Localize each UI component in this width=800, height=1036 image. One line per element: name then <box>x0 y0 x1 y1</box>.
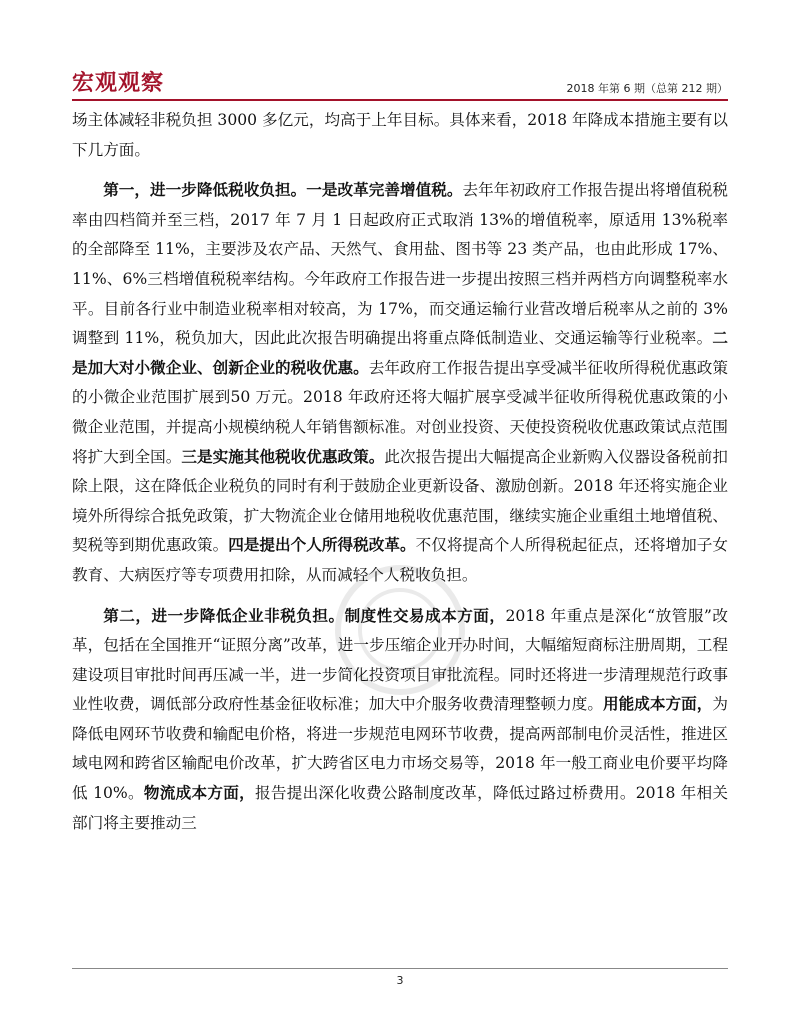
body-text: 去年政府工作报告提出享受减半征收所得税优惠政策的小微企业范围扩展到50 万元。2018 年政府还将大幅扩展享受减半征收所得税优惠政策的小微企业范围，并提高小规模纳税人年销售额标准。对创业投资、天使投资税收优惠政策试点范围将扩大到全国。 <box>72 358 728 466</box>
footer-divider <box>72 968 728 969</box>
publication-title: 宏观观察 <box>72 71 165 96</box>
subheading-small-enterprise: 二是加大对小微企业、创新企业的税收优惠。 <box>72 329 728 377</box>
body-text: 不仅将提高个人所得税起征点，还将增加子女教育、大病医疗等专项费用扣除，从而减轻个人税收负担。 <box>72 536 728 584</box>
section-heading: 第一，进一步降低税收负担。 <box>103 181 307 200</box>
page-number: 3 <box>396 974 404 987</box>
body-text: 去年年初政府工作报告提出将增值税税率由四档简并至三档，2017 年 7 月 1 日起政府正式取消 13%的增值税率，原适用 13%税率的全部降至 11%，主要涉及农产品、天然气、食用盐、图书等 23 类产品，也由此形成 17%、11%、6%三档增值税税率结构。今年政府工作报告进一步提出按照三档并两档方向调整税率水平。目前各行业中制造业税率相对较高，为 17%，而交通运输行业营改增后税率从之前的 3%调整到 11%，税负加大，因此此次报告明确提出将重点降低制造业、交通运输等行业税率。 <box>72 181 728 348</box>
body-text: 场主体减轻非税负担 3000 多亿元，均高于上年目标。具体来看，2018 年降成本措施主要有以下几方面。 <box>72 111 728 159</box>
subheading-other-tax: 三是实施其他税收优惠政策。 <box>181 447 385 466</box>
paragraph-non-tax-burden <box>72 602 728 839</box>
subheading-energy-cost: 用能成本方面， <box>603 695 713 714</box>
issue-number: 2018 年第 6 期（总第 212 期） <box>566 82 728 95</box>
article-body <box>72 106 728 838</box>
body-text: 此次报告提出大幅提高企业新购入仪器设备税前扣除上限，这在降低企业税负的同时有利于鼓励企业更新设备、激励创新。2018 年还将实施企业境外所得综合抵免政策，扩大物流企业仓储用地税收优惠范围，继续实施企业重组土地增值税、契税等到期优惠政策。 <box>72 447 728 555</box>
page-header <box>72 66 728 96</box>
subheading-income-tax: 四是提出个人所得税改革。 <box>228 536 416 555</box>
subheading-vat: 一是改革完善增值税。 <box>306 181 463 200</box>
subheading-logistics-cost: 物流成本方面， <box>143 784 255 803</box>
section-heading: 第二，进一步降低企业非税负担。 <box>103 606 345 625</box>
paragraph-intro-continuation <box>72 106 728 165</box>
paragraph-tax-burden <box>72 176 728 590</box>
body-text: 为降低电网环节收费和输配电价格，将进一步规范电网环节收费，提高两部制电价灵活性，推进区域电网和跨省区输配电价改革，扩大跨省区电力市场交易等，2018 年一般工商业电价要平均降低 10%。 <box>72 695 728 803</box>
body-text: 2018 年重点是深化“放管服”改革，包括在全国推开“证照分离”改革，进一步压缩企业开办时间，大幅缩短商标注册周期，工程建设项目审批时间再压减一半，进一步简化投资项目审批流程。同时还将进一步清理规范行政事业性收费，调低部分政府性基金征收标准；加大中介服务收费清理整顿力度。 <box>72 606 728 714</box>
header-divider <box>72 99 728 101</box>
subheading-institutional-cost: 制度性交易成本方面， <box>344 606 506 625</box>
body-text: 报告提出深化收费公路制度改革，降低过路过桥费用。2018 年相关部门将主要推动三 <box>72 784 728 832</box>
